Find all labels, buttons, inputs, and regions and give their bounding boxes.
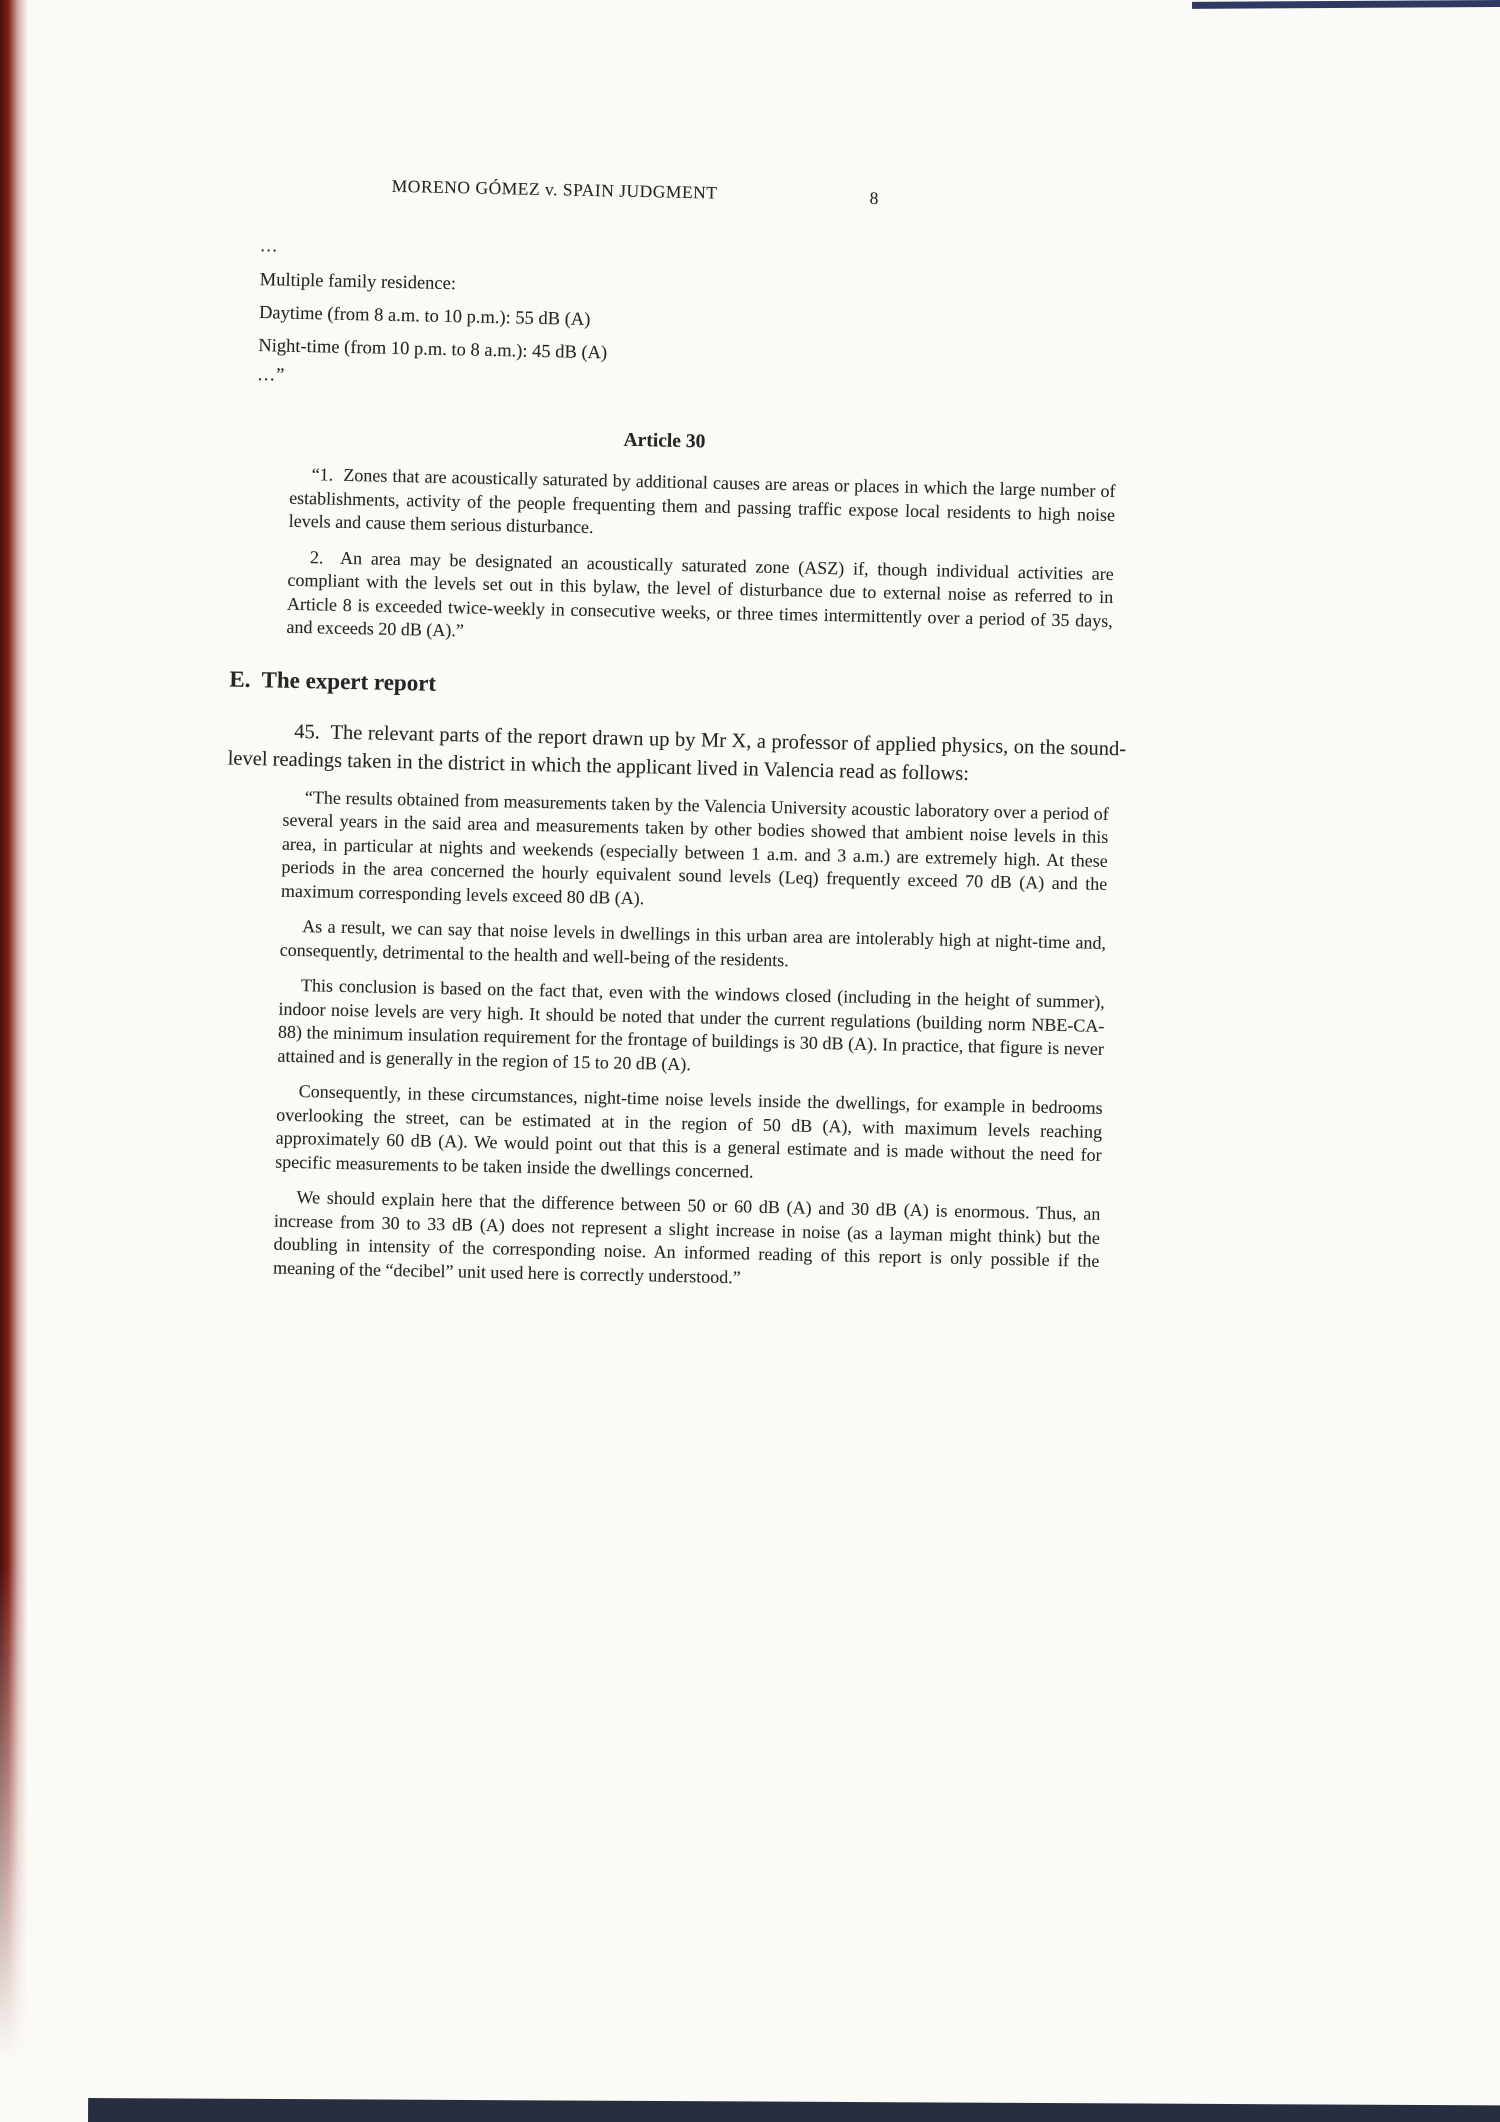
paragraph-45: 45. The relevant parts of the report drawn up by Mr X, a professor of applied physics, on the sound-level readings taken in the district in which the applicant lived in Valencia read as follows:: [227, 720, 1127, 785]
multiple-family-residence-line: Multiple family residence:: [259, 270, 457, 295]
night-time-limit-line: Night-time (from 10 p.m. to 8 a.m.): 45 dB (A): [258, 336, 608, 364]
scan-bar-artifact-bottom: [88, 2098, 1500, 2122]
expert-report-para-1: “The results obtained from measurements taken by the Valencia University acoustic laboratory over a period of several years in the said area and measurements taken by other bodies showed that ambient noise levels in this area, in particular at nights and weekends (especially between 1 a.m. and 3 a.m.) are extremely high. At these periods in the area concerned the hourly equivalent sound levels (Leq) frequently exceed 70 dB (A) and the maximum corresponding levels exceed 80 dB (A).: [280, 786, 1114, 908]
article-30-heading: Article 30: [623, 429, 706, 453]
daytime-limit-line: Daytime (from 8 a.m. to 10 p.m.): 55 dB (A): [258, 303, 591, 330]
section-e-expert-report-heading: E. The expert report: [229, 666, 437, 696]
expert-report-para-3: This conclusion is based on the fact that, even with the windows closed (including in the height of summer), indoor noise levels are very high. It should be noted that under the current regulations (building norm NBE-CA-88) the minimum insulation requirement for the frontage of buildings is 30 dB (A). In practice, that figure is never attained and is generally in the region of 15 to 20 dB (A).: [277, 975, 1110, 1074]
document-body: [187, 234, 1169, 1298]
page-content: [187, 172, 1170, 1310]
expert-report-para-4: Consequently, in these circumstances, night-time noise levels inside the dwellings, for example in bedrooms overlooking the street, can be estimated at in the region of 50 dB (A), with maximum levels reaching approximately 60 dB (A). We would point out that this is a general estimate and is made without the need for specific measurements to be taken inside the dwellings concerned.: [275, 1081, 1108, 1182]
article-30-para-2: 2. An area may be designated an acoustically saturated zone (ASZ) if, though individual activities are compliant with the levels set out in this bylaw, the level of disturbance due to external noise as referred to in Article 8 is exceeded twice-weekly in consecutive weeks, or three times intermittently over a period of 35 days, and exceeds 20 dB (A).”: [286, 546, 1119, 641]
running-header: [209, 172, 1169, 218]
ellipsis-end-quote: ...”: [257, 365, 287, 386]
scan-line-artifact-top-right: [1192, 0, 1500, 9]
expert-report-para-5: We should explain here that the difference between 50 or 60 dB (A) and 30 dB (A) is enormous. Thus, an increase from 30 to 33 dB (A) does not represent a slight increase in noise (as a layman might think) but the doubling in intensity of the corresponding noise. An informed reading of this report is only possible if the meaning of the “decibel” unit used here is correctly understood.”: [272, 1187, 1106, 1287]
expert-report-para-2: As a result, we can say that noise levels in dwellings in this urban area are intolerably high at night-time and, consequently, detrimental to the health and well-being of the residents.: [279, 916, 1111, 970]
judgment-title: MORENO GÓMEZ v. SPAIN JUDGMENT: [391, 175, 718, 203]
scan-edge-artifact-left: [0, 0, 28, 2085]
page-number: 8: [869, 187, 879, 209]
article-30-para-1: “1. Zones that are acoustically saturated by additional causes are areas or places in which the large number of establishments, activity of the people frequenting them and passing traffic expose local residents to high noise levels and cause them serious disturbance.: [288, 464, 1121, 538]
ellipsis-before-quote: ...: [260, 235, 279, 256]
